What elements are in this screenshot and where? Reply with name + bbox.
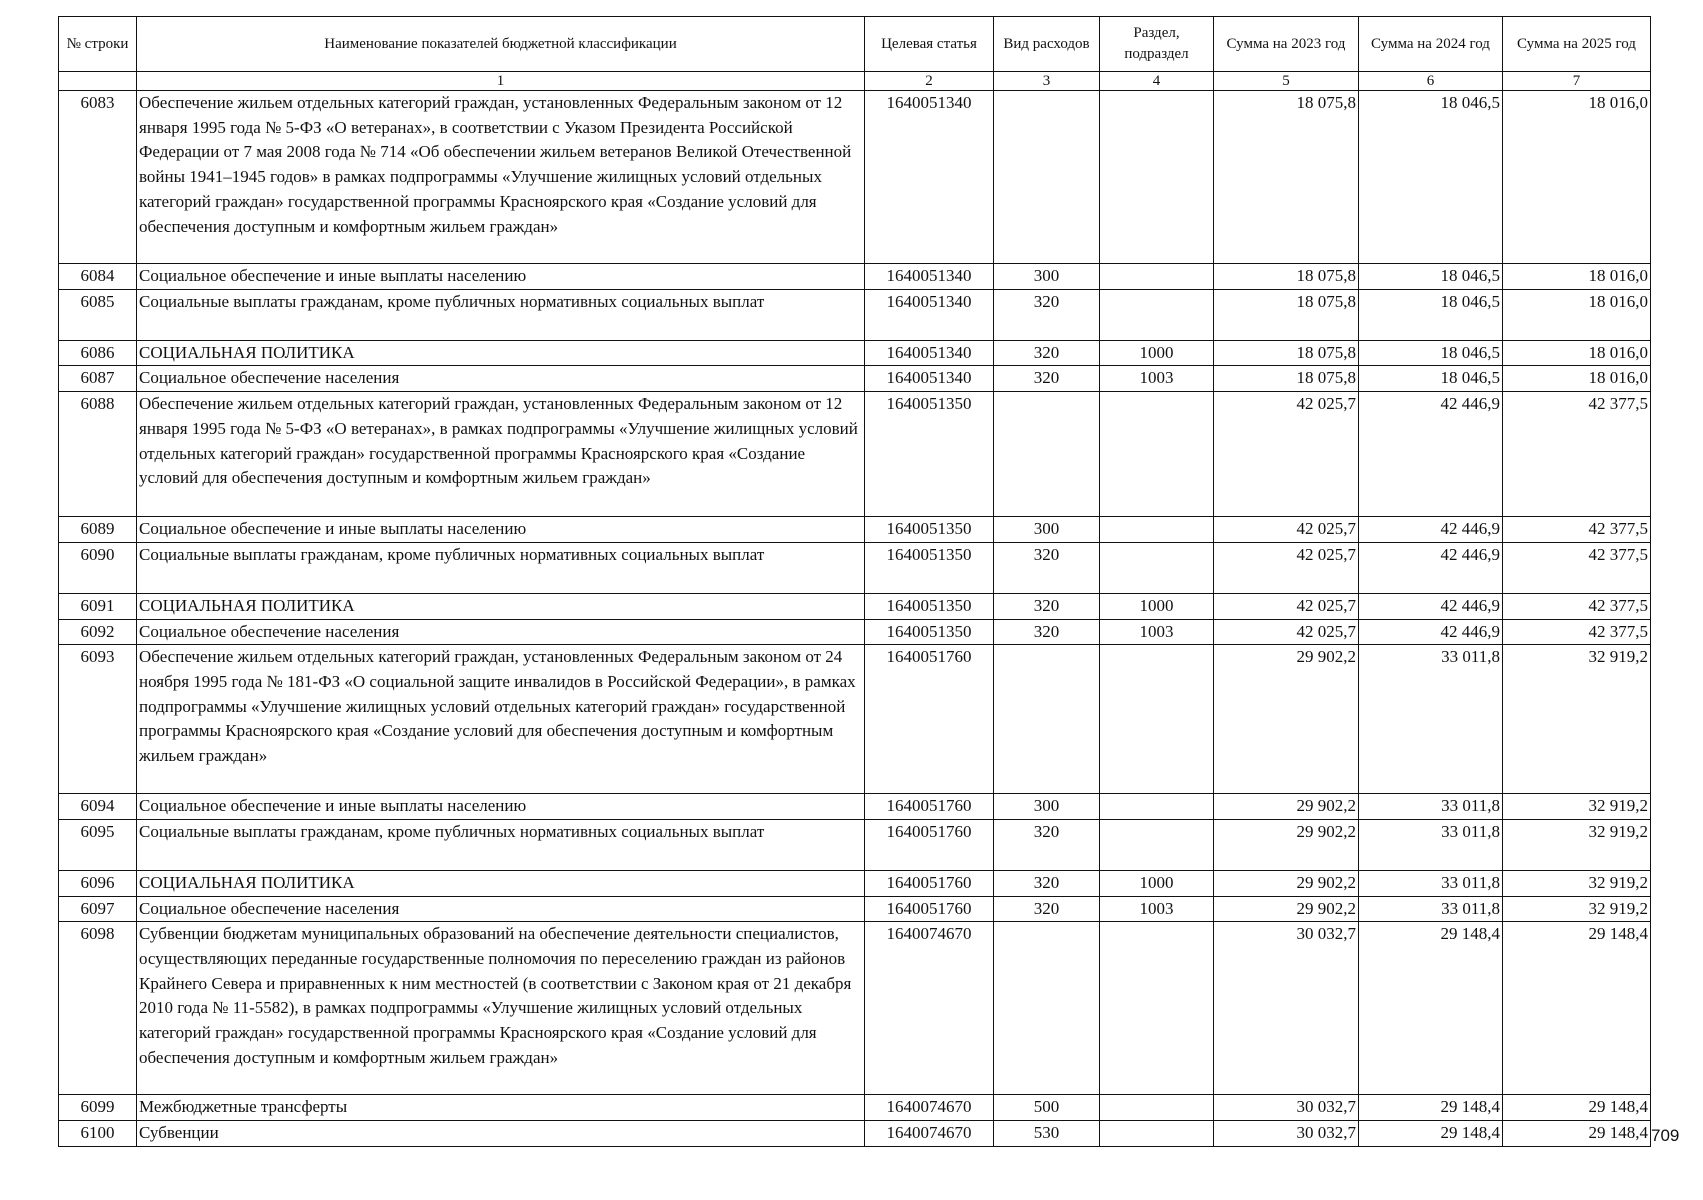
- sum-2024-cell: 18 046,5: [1359, 340, 1503, 366]
- table-row: [59, 593, 1651, 619]
- target-article-cell: 1640051350: [865, 542, 994, 593]
- sum-2025-cell: 32 919,2: [1503, 896, 1651, 922]
- sum-2023-cell: 29 902,2: [1214, 645, 1359, 794]
- name-cell: Субвенции: [137, 1121, 865, 1147]
- target-article-cell: 1640051350: [865, 619, 994, 645]
- sum-2023-cell: 30 032,7: [1214, 1121, 1359, 1147]
- table-row: [59, 392, 1651, 517]
- table-row: [59, 645, 1651, 794]
- target-article-cell: 1640051350: [865, 517, 994, 543]
- row-number-cell: 6088: [59, 392, 137, 517]
- sum-2024-cell: 42 446,9: [1359, 542, 1503, 593]
- expense-type-cell: 320: [994, 366, 1100, 392]
- target-article-cell: 1640051760: [865, 819, 994, 870]
- target-article-cell: 1640051760: [865, 794, 994, 820]
- col-number: 5: [1214, 72, 1359, 91]
- expense-type-cell: 320: [994, 340, 1100, 366]
- row-number-cell: 6093: [59, 645, 137, 794]
- section-cell: [1100, 1095, 1214, 1121]
- sum-2024-cell: 42 446,9: [1359, 517, 1503, 543]
- section-cell: [1100, 922, 1214, 1095]
- header-sum-2025: Сумма на 2025 год: [1503, 17, 1651, 72]
- header-name: Наименование показателей бюджетной классификации: [137, 17, 865, 72]
- col-number: 6: [1359, 72, 1503, 91]
- sum-2024-cell: 42 446,9: [1359, 593, 1503, 619]
- row-number-cell: 6100: [59, 1121, 137, 1147]
- name-cell: Социальное обеспечение и иные выплаты населению: [137, 794, 865, 820]
- header-sum-2023: Сумма на 2023 год: [1214, 17, 1359, 72]
- section-cell: [1100, 645, 1214, 794]
- table-row: [59, 1121, 1651, 1147]
- sum-2024-cell: 29 148,4: [1359, 1121, 1503, 1147]
- header-section: Раздел, подраздел: [1100, 17, 1214, 72]
- table-row: [59, 340, 1651, 366]
- target-article-cell: 1640051340: [865, 264, 994, 290]
- sum-2024-cell: 18 046,5: [1359, 91, 1503, 264]
- sum-2023-cell: 18 075,8: [1214, 340, 1359, 366]
- section-cell: [1100, 819, 1214, 870]
- target-article-cell: 1640074670: [865, 1095, 994, 1121]
- sum-2023-cell: 30 032,7: [1214, 922, 1359, 1095]
- name-cell: Социальные выплаты гражданам, кроме публичных нормативных социальных выплат: [137, 542, 865, 593]
- sum-2025-cell: 18 016,0: [1503, 91, 1651, 264]
- sum-2025-cell: 42 377,5: [1503, 517, 1651, 543]
- name-cell: СОЦИАЛЬНАЯ ПОЛИТИКА: [137, 870, 865, 896]
- page-number: 709: [1651, 1126, 1680, 1145]
- header-sum-2024: Сумма на 2024 год: [1359, 17, 1503, 72]
- row-number-cell: 6086: [59, 340, 137, 366]
- table-row: [59, 794, 1651, 820]
- target-article-cell: 1640074670: [865, 922, 994, 1095]
- sum-2023-cell: 29 902,2: [1214, 896, 1359, 922]
- section-cell: [1100, 517, 1214, 543]
- target-article-cell: 1640051350: [865, 593, 994, 619]
- section-cell: 1003: [1100, 619, 1214, 645]
- sum-2023-cell: 42 025,7: [1214, 517, 1359, 543]
- sum-2024-cell: 33 011,8: [1359, 896, 1503, 922]
- row-number-cell: 6090: [59, 542, 137, 593]
- table-body: [59, 91, 1651, 1147]
- row-number-cell: 6092: [59, 619, 137, 645]
- sum-2025-cell: 18 016,0: [1503, 340, 1651, 366]
- row-number-cell: 6085: [59, 289, 137, 340]
- sum-2024-cell: 33 011,8: [1359, 870, 1503, 896]
- target-article-cell: 1640051340: [865, 289, 994, 340]
- name-cell: Обеспечение жильем отдельных категорий граждан, установленных Федеральным законом от 24 ноября 1995 года № 181-ФЗ «О социальной защите инвалидов в Российской Федерации», в рамках подпрограммы «Улучшение жилищных условий отдельных категорий граждан» государственной программы Красноярского края «Создание условий для обеспечения доступным и комфортным жильем граждан»: [137, 645, 865, 794]
- name-cell: Социальное обеспечение и иные выплаты населению: [137, 517, 865, 543]
- expense-type-cell: 320: [994, 542, 1100, 593]
- row-number-cell: 6099: [59, 1095, 137, 1121]
- sum-2023-cell: 30 032,7: [1214, 1095, 1359, 1121]
- sum-2025-cell: 32 919,2: [1503, 794, 1651, 820]
- row-number-cell: 6083: [59, 91, 137, 264]
- header-expense-type: Вид расходов: [994, 17, 1100, 72]
- sum-2025-cell: 42 377,5: [1503, 392, 1651, 517]
- section-cell: [1100, 1121, 1214, 1147]
- section-cell: [1100, 794, 1214, 820]
- section-cell: 1000: [1100, 870, 1214, 896]
- name-cell: СОЦИАЛЬНАЯ ПОЛИТИКА: [137, 340, 865, 366]
- section-cell: 1000: [1100, 593, 1214, 619]
- expense-type-cell: [994, 645, 1100, 794]
- expense-type-cell: [994, 392, 1100, 517]
- sum-2024-cell: 29 148,4: [1359, 1095, 1503, 1121]
- sum-2024-cell: 18 046,5: [1359, 366, 1503, 392]
- sum-2023-cell: 29 902,2: [1214, 870, 1359, 896]
- sum-2025-cell: 42 377,5: [1503, 593, 1651, 619]
- sum-2025-cell: 32 919,2: [1503, 819, 1651, 870]
- target-article-cell: 1640074670: [865, 1121, 994, 1147]
- expense-type-cell: [994, 91, 1100, 264]
- target-article-cell: 1640051340: [865, 91, 994, 264]
- sum-2025-cell: 18 016,0: [1503, 289, 1651, 340]
- sum-2024-cell: 29 148,4: [1359, 922, 1503, 1095]
- sum-2023-cell: 18 075,8: [1214, 264, 1359, 290]
- expense-type-cell: 300: [994, 794, 1100, 820]
- expense-type-cell: 530: [994, 1121, 1100, 1147]
- row-number-cell: 6095: [59, 819, 137, 870]
- target-article-cell: 1640051760: [865, 870, 994, 896]
- table-row: [59, 91, 1651, 264]
- section-cell: 1003: [1100, 366, 1214, 392]
- row-number-cell: 6096: [59, 870, 137, 896]
- row-number-cell: 6091: [59, 593, 137, 619]
- header-target: Целевая статья: [865, 17, 994, 72]
- expense-type-cell: [994, 922, 1100, 1095]
- target-article-cell: 1640051340: [865, 340, 994, 366]
- sum-2024-cell: 18 046,5: [1359, 289, 1503, 340]
- name-cell: Межбюджетные трансферты: [137, 1095, 865, 1121]
- row-number-cell: 6089: [59, 517, 137, 543]
- col-number: 3: [994, 72, 1100, 91]
- table-row: [59, 1095, 1651, 1121]
- sum-2025-cell: 18 016,0: [1503, 264, 1651, 290]
- name-cell: Социальное обеспечение населения: [137, 619, 865, 645]
- name-cell: Социальное обеспечение населения: [137, 366, 865, 392]
- expense-type-cell: 320: [994, 870, 1100, 896]
- sum-2023-cell: 42 025,7: [1214, 619, 1359, 645]
- target-article-cell: 1640051350: [865, 392, 994, 517]
- table-row: [59, 819, 1651, 870]
- section-cell: [1100, 542, 1214, 593]
- table-row: [59, 517, 1651, 543]
- sum-2025-cell: 42 377,5: [1503, 619, 1651, 645]
- table-row: [59, 870, 1651, 896]
- col-number: 2: [865, 72, 994, 91]
- sum-2023-cell: 18 075,8: [1214, 91, 1359, 264]
- table-row: [59, 264, 1651, 290]
- sum-2023-cell: 29 902,2: [1214, 819, 1359, 870]
- expense-type-cell: 320: [994, 819, 1100, 870]
- table-row: [59, 896, 1651, 922]
- section-cell: 1000: [1100, 340, 1214, 366]
- sum-2024-cell: 33 011,8: [1359, 819, 1503, 870]
- table-row: [59, 289, 1651, 340]
- col-number: 4: [1100, 72, 1214, 91]
- table-row: [59, 366, 1651, 392]
- expense-type-cell: 300: [994, 517, 1100, 543]
- target-article-cell: 1640051760: [865, 645, 994, 794]
- sum-2025-cell: 29 148,4: [1503, 922, 1651, 1095]
- header-row-no: № строки: [59, 17, 137, 72]
- sum-2023-cell: 29 902,2: [1214, 794, 1359, 820]
- name-cell: Обеспечение жильем отдельных категорий граждан, установленных Федеральным законом от 12 января 1995 года № 5-ФЗ «О ветеранах», в рамках подпрограммы «Улучшение жилищных условий отдельных категорий граждан» государственной программы Красноярского края «Создание условий для обеспечения доступным и комфортным жильем граждан»: [137, 392, 865, 517]
- expense-type-cell: 320: [994, 619, 1100, 645]
- sum-2025-cell: 18 016,0: [1503, 366, 1651, 392]
- table-row: [59, 922, 1651, 1095]
- expense-type-cell: 320: [994, 896, 1100, 922]
- section-cell: [1100, 91, 1214, 264]
- sum-2024-cell: 42 446,9: [1359, 619, 1503, 645]
- section-cell: [1100, 264, 1214, 290]
- name-cell: Обеспечение жильем отдельных категорий граждан, установленных Федеральным законом от 12 января 1995 года № 5-ФЗ «О ветеранах», в соответствии с Указом Президента Российской Федерации от 7 мая 2008 года № 714 «Об обеспечении жильем ветеранов Великой Отечественной войны 1941–1945 годов» в рамках подпрограммы «Улучшение жилищных условий отдельных категорий граждан» государственной программы Красноярского края «Создание условий для обеспечения доступным и комфортным жильем граждан»: [137, 91, 865, 264]
- sum-2025-cell: 29 148,4: [1503, 1121, 1651, 1147]
- budget-table: [58, 16, 1651, 1147]
- row-number-cell: 6094: [59, 794, 137, 820]
- header-row: [59, 17, 1651, 72]
- name-cell: Социальное обеспечение населения: [137, 896, 865, 922]
- sum-2023-cell: 42 025,7: [1214, 593, 1359, 619]
- col-number: [59, 72, 137, 91]
- sum-2023-cell: 18 075,8: [1214, 366, 1359, 392]
- name-cell: Социальное обеспечение и иные выплаты населению: [137, 264, 865, 290]
- col-number: 7: [1503, 72, 1651, 91]
- sum-2024-cell: 18 046,5: [1359, 264, 1503, 290]
- expense-type-cell: 320: [994, 289, 1100, 340]
- row-number-cell: 6097: [59, 896, 137, 922]
- target-article-cell: 1640051760: [865, 896, 994, 922]
- column-number-row: [59, 72, 1651, 91]
- expense-type-cell: 500: [994, 1095, 1100, 1121]
- table-row: [59, 542, 1651, 593]
- col-number: 1: [137, 72, 865, 91]
- sum-2025-cell: 32 919,2: [1503, 645, 1651, 794]
- sum-2025-cell: 42 377,5: [1503, 542, 1651, 593]
- sum-2025-cell: 29 148,4: [1503, 1095, 1651, 1121]
- row-number-cell: 6098: [59, 922, 137, 1095]
- section-cell: [1100, 289, 1214, 340]
- name-cell: СОЦИАЛЬНАЯ ПОЛИТИКА: [137, 593, 865, 619]
- sum-2025-cell: 32 919,2: [1503, 870, 1651, 896]
- sum-2023-cell: 42 025,7: [1214, 542, 1359, 593]
- expense-type-cell: 300: [994, 264, 1100, 290]
- expense-type-cell: 320: [994, 593, 1100, 619]
- section-cell: [1100, 392, 1214, 517]
- sum-2023-cell: 42 025,7: [1214, 392, 1359, 517]
- row-number-cell: 6084: [59, 264, 137, 290]
- name-cell: Социальные выплаты гражданам, кроме публичных нормативных социальных выплат: [137, 289, 865, 340]
- row-number-cell: 6087: [59, 366, 137, 392]
- sum-2023-cell: 18 075,8: [1214, 289, 1359, 340]
- sum-2024-cell: 33 011,8: [1359, 794, 1503, 820]
- target-article-cell: 1640051340: [865, 366, 994, 392]
- budget-table-sheet: [58, 16, 1650, 1147]
- section-cell: 1003: [1100, 896, 1214, 922]
- table-row: [59, 619, 1651, 645]
- sum-2024-cell: 42 446,9: [1359, 392, 1503, 517]
- name-cell: Субвенции бюджетам муниципальных образований на обеспечение деятельности специалистов, осуществляющих переданные государственные полномочия по переселению граждан из районов Крайнего Севера и приравненных к ним местностей (в соответствии с Законом края от 21 декабря 2010 года № 11-5582), в рамках подпрограммы «Улучшение жилищных условий отдельных категорий граждан» государственной программы Красноярского края «Создание условий для обеспечения доступным и комфортным жильем граждан»: [137, 922, 865, 1095]
- name-cell: Социальные выплаты гражданам, кроме публичных нормативных социальных выплат: [137, 819, 865, 870]
- sum-2024-cell: 33 011,8: [1359, 645, 1503, 794]
